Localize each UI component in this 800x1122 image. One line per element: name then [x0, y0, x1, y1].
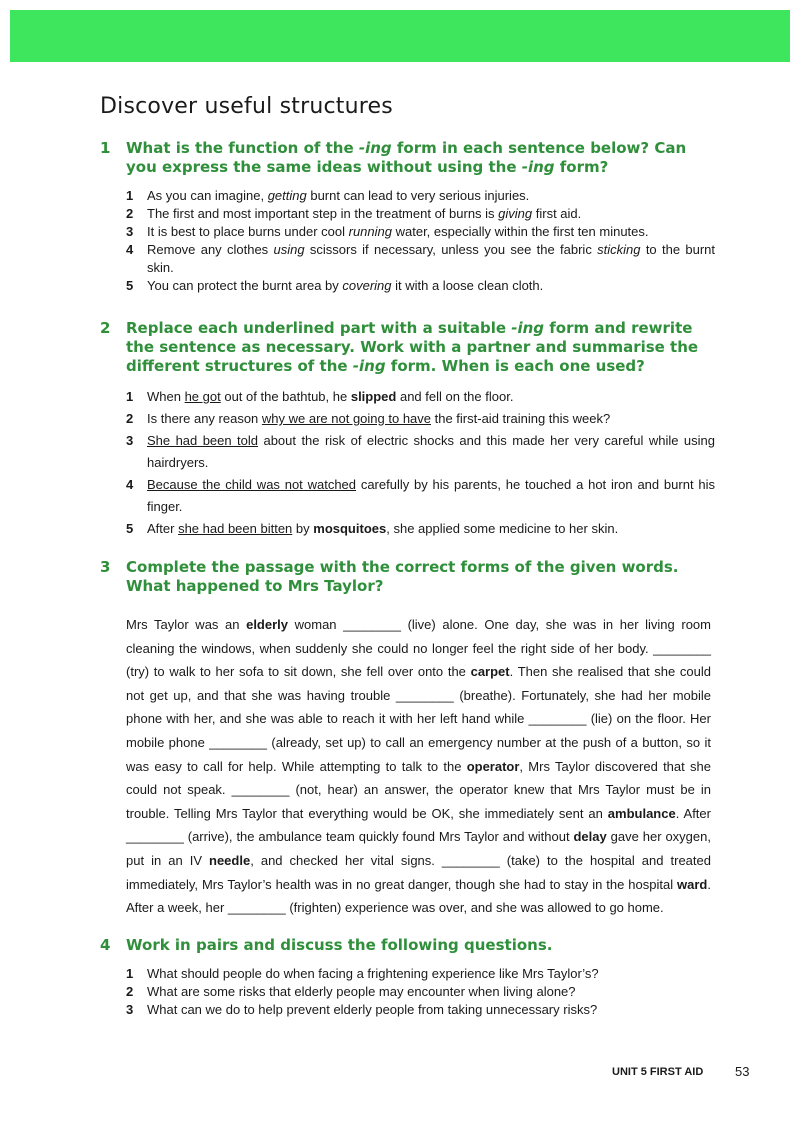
- item-text: and fell on the floor.: [396, 389, 514, 404]
- heading-text: What is the function of the: [126, 139, 359, 157]
- list-item: [100, 983, 715, 1001]
- unit-footer: UNIT 5 FIRST AID: [612, 1066, 704, 1078]
- question-3-heading: [100, 558, 715, 596]
- list-item: [100, 241, 715, 277]
- item-text: out of the bathtub, he: [220, 389, 351, 404]
- item-text: When: [147, 389, 185, 404]
- question-number: 3: [100, 558, 111, 576]
- heading-text: Replace each underlined part with a suitable: [126, 319, 512, 337]
- underlined-phrase: why we are not going to have: [261, 411, 432, 426]
- item-number: 2: [126, 206, 134, 221]
- item-text: by: [292, 521, 314, 536]
- question-4-list: [100, 965, 715, 1019]
- heading-text: form?: [554, 158, 609, 176]
- item-text: Remove any clothes: [147, 242, 274, 257]
- heading-italic: -ing: [521, 158, 555, 176]
- item-number: 2: [126, 411, 134, 426]
- heading-text: Work in pairs and discuss the following questions.: [126, 936, 553, 954]
- item-text: After: [147, 521, 179, 536]
- list-item: [100, 474, 715, 518]
- heading-text: Complete the passage with the correct forms of the given words. What happened to Mrs Taylor?: [126, 558, 679, 595]
- item-text: What should people do when facing a frightening experience like Mrs Taylor’s?: [147, 966, 599, 981]
- list-item: [100, 223, 715, 241]
- item-text: , she applied some medicine to her skin.: [386, 521, 619, 536]
- list-item: [100, 205, 715, 223]
- list-item: [100, 1001, 715, 1019]
- item-text: water, especially within the first ten minutes.: [392, 224, 649, 239]
- passage-text: , Mrs Taylor discovered that she could not speak. ________ (not, hear) an answer, the operator knew that Mrs Taylor must be in trouble. Telling Mrs Taylor that everything would be OK, she immediately sent an: [126, 758, 711, 821]
- underlined-phrase: he got: [184, 389, 221, 404]
- item-text: carefully by his parents, he touched a hot iron and burnt his finger.: [147, 477, 715, 514]
- item-text: burnt can lead to very serious injuries.: [306, 188, 530, 203]
- question-3: [100, 558, 715, 596]
- question-number: 1: [100, 139, 111, 157]
- item-italic: covering: [342, 278, 392, 293]
- item-number: 4: [126, 477, 134, 492]
- bold-word: carpet: [470, 664, 510, 680]
- question-2-list: [100, 386, 715, 540]
- underlined-phrase: Because the child was not watched: [147, 477, 357, 492]
- question-2-heading: [100, 319, 715, 376]
- bold-word: ambulance: [607, 805, 676, 821]
- item-italic: giving: [498, 206, 533, 221]
- item-text: Is there any reason: [147, 411, 262, 426]
- page-number: 53: [735, 1064, 750, 1079]
- item-text: to the burnt skin.: [147, 242, 715, 275]
- item-number: 3: [126, 224, 134, 239]
- item-italic: using: [273, 242, 305, 257]
- passage-text: gave her oxygen, put in an IV: [126, 829, 711, 868]
- question-2: [100, 319, 715, 540]
- heading-text: form in each sentence below? Can you express the same ideas without using the: [126, 139, 687, 176]
- item-text: As you can imagine,: [147, 188, 268, 203]
- item-number: 1: [126, 188, 134, 203]
- passage-text: , and checked her vital signs. ________ (take) to the hospital and treated immediately, Mrs Taylor’s health was in no great danger, though she had to stay in the hospital: [126, 852, 711, 892]
- item-text: first aid.: [532, 206, 582, 221]
- bold-word: elderly: [246, 617, 289, 632]
- item-number: 4: [126, 242, 134, 257]
- question-1: [100, 139, 715, 295]
- item-number: 3: [126, 1002, 134, 1017]
- item-number: 5: [126, 278, 134, 293]
- top-color-band: [10, 10, 790, 62]
- item-text: It is best to place burns under cool: [147, 224, 349, 239]
- question-number: 2: [100, 319, 111, 337]
- item-number: 3: [126, 433, 134, 448]
- heading-italic: -ing: [352, 357, 386, 375]
- passage-text: woman ________ (live) alone. One day, she was in her living room cleaning the windows, when suddenly she could no longer feel the right side of her body. ________ (try) to walk to her sofa to sit down, she fell over onto the: [126, 617, 711, 680]
- passage-text: Mrs Taylor was an: [126, 617, 247, 632]
- item-number: 1: [126, 389, 134, 404]
- item-italic: running: [348, 224, 392, 239]
- heading-italic: -ing: [358, 139, 392, 157]
- underlined-phrase: She had been told: [147, 433, 259, 448]
- section-title: Discover useful structures: [100, 94, 393, 119]
- bold-word: needle: [209, 852, 251, 868]
- passage-text: . After a week, her ________ (frighten) experience was over, and she was allowed to go home.: [126, 876, 711, 916]
- item-text: scissors if necessary, unless you see the fabric: [304, 242, 598, 257]
- question-number: 4: [100, 936, 111, 954]
- bold-word: operator: [466, 758, 520, 774]
- item-text: The first and most important step in the treatment of burns is: [147, 206, 499, 221]
- item-text: about the risk of electric shocks and this made her very careful while using hairdryers.: [147, 433, 715, 470]
- list-item: [100, 518, 715, 540]
- question-1-list: [100, 187, 715, 295]
- question-4: [100, 936, 715, 1019]
- bold-word: ward: [677, 876, 708, 892]
- item-text: You can protect the burnt area by: [147, 278, 343, 293]
- list-item: [100, 386, 715, 408]
- bold-word: slipped: [350, 389, 397, 404]
- bold-word: mosquitoes: [313, 521, 387, 536]
- item-text: the first-aid training this week?: [431, 411, 611, 426]
- item-text: it with a loose clean cloth.: [391, 278, 544, 293]
- list-item: [100, 187, 715, 205]
- item-text: What are some risks that elderly people may encounter when living alone?: [147, 984, 576, 999]
- heading-italic: -ing: [511, 319, 545, 337]
- question-1-heading: [100, 139, 715, 177]
- bold-word: delay: [573, 829, 607, 845]
- list-item: [100, 408, 715, 430]
- item-number: 2: [126, 984, 134, 999]
- item-italic: sticking: [597, 242, 641, 257]
- passage-text: . After ________ (arrive), the ambulance team quickly found Mrs Taylor and without: [126, 805, 711, 845]
- item-italic: getting: [267, 188, 307, 203]
- list-item: [100, 430, 715, 474]
- heading-text: form. When is each one used?: [385, 357, 645, 375]
- list-item: [100, 965, 715, 983]
- item-number: 1: [126, 966, 134, 981]
- passage-text: . Then she realised that she could not get up, and that she was having trouble ________ (breathe). Fortunately, she had her mobile phone with her, and she was able to reach it with her left hand while ________ (lie) on the floor. Her mobile phone ________ (already, set up) to call an emergency number at the push of a button, so it was easy to call for help. While attempting to talk to the: [126, 664, 711, 774]
- list-item: [100, 277, 715, 295]
- item-number: 5: [126, 521, 134, 536]
- heading-text: form and rewrite the sentence as necessary. Work with a partner and summarise the different structures of the: [126, 319, 699, 375]
- passage: [126, 613, 711, 920]
- item-text: What can we do to help prevent elderly people from taking unnecessary risks?: [147, 1002, 598, 1017]
- underlined-phrase: she had been bitten: [178, 521, 293, 536]
- question-4-heading: [100, 936, 715, 955]
